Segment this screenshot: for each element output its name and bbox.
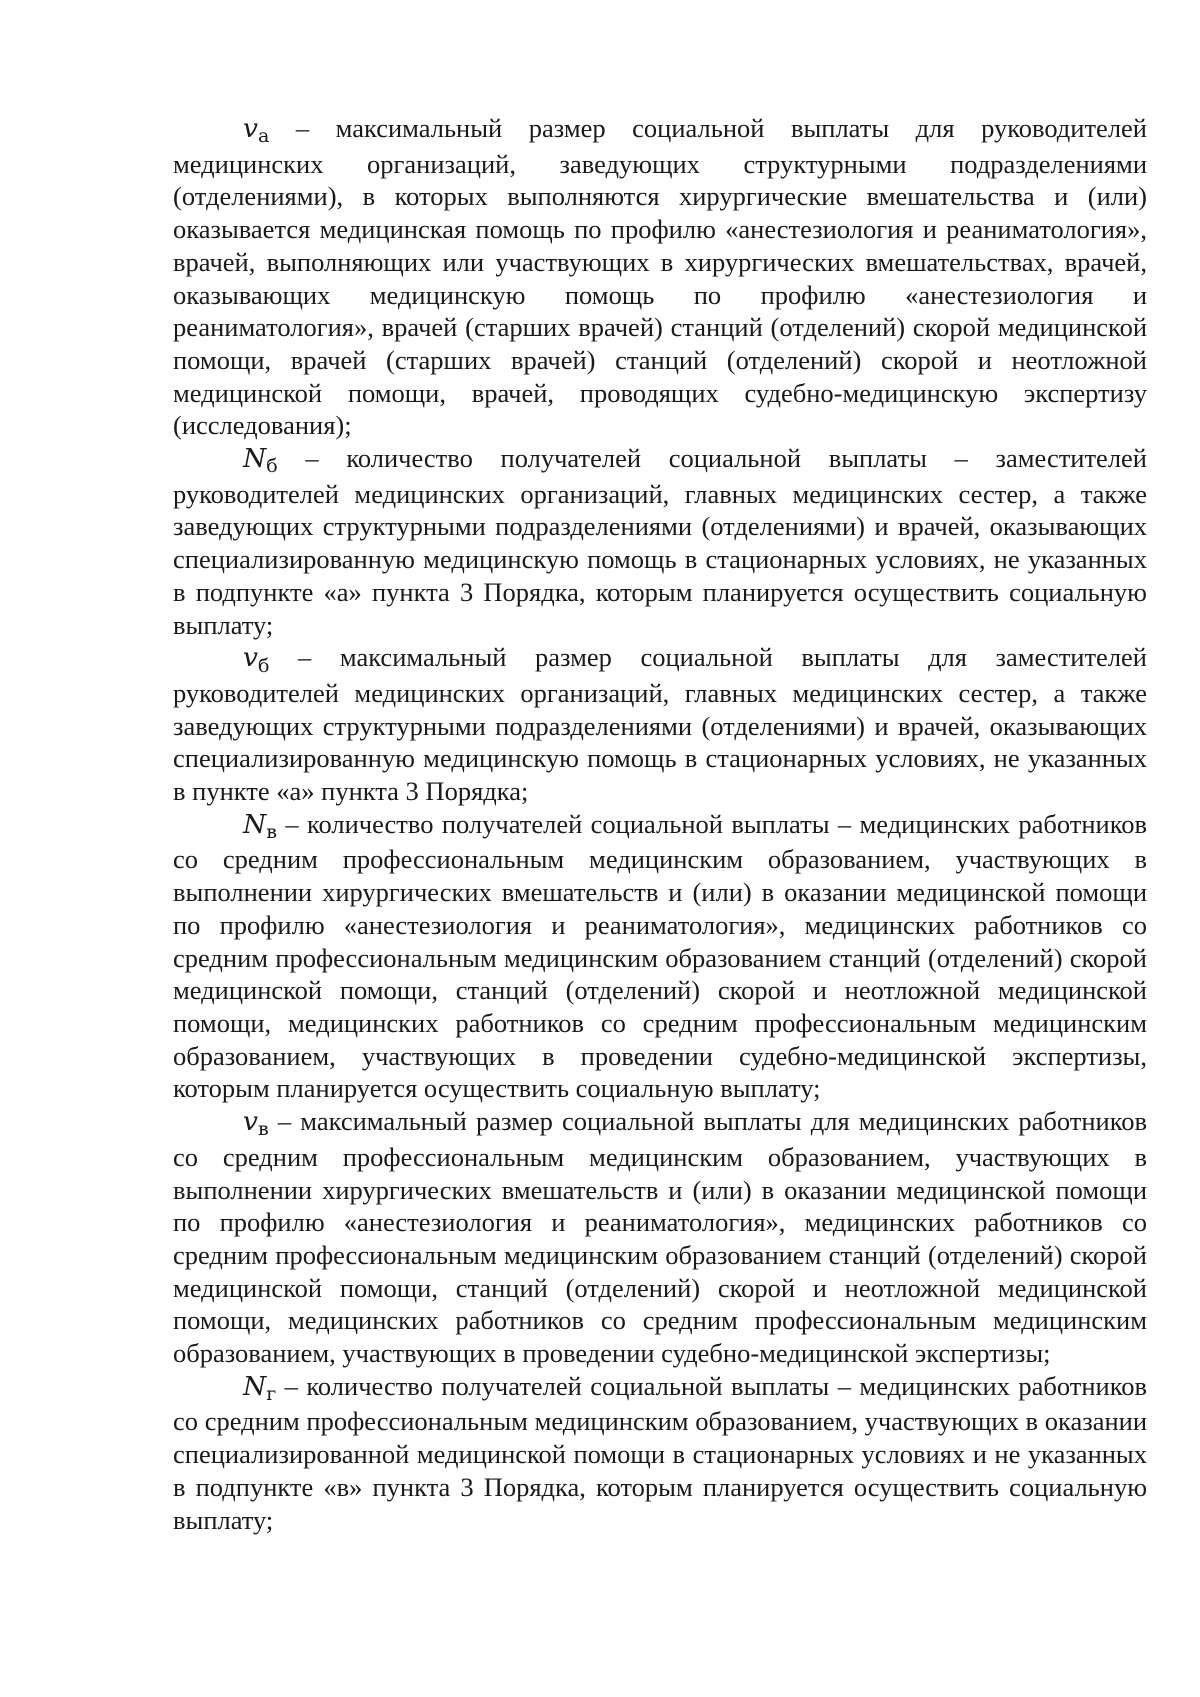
formula-symbol: $N_б$	[243, 443, 278, 478]
definition-text: – максимальный размер социальной выплаты для руководителей медицинских организаций, заведующих структурными подразделениями (отделениями), в которых выполняются хирургические вмешательства и (или) оказывается медицинская помощь по профилю «анестезиология и реаниматология», врачей, выполняющих или участвующих в хирургических вмешательствах, врачей, оказывающих медицинскую помощь по профилю «анестезиология и реаниматология», врачей (старших врачей) станций (отделений) скорой медицинской помощи, врачей (старших врачей) станций (отделений) скорой и неотложной медицинской помощи, врачей, проводящих судебно-медицинскую экспертизу (исследования);	[173, 113, 1147, 441]
document-page	[173, 112, 1147, 1536]
definition-paragraph	[173, 442, 1147, 641]
symbol-subscript: в	[257, 1118, 269, 1141]
definition-paragraph	[173, 1105, 1147, 1370]
definition-paragraph	[173, 808, 1147, 1105]
definition-text: – максимальный размер социальной выплаты для заместителей руководителей медицинских организаций, главных медицинских сестер, а также заведующих структурными подразделениями (отделениями) и врачей, оказывающих специализированную медицинскую помощь в стационарных условиях, не указанных в пункте «а» пункта 3 Порядка;	[173, 642, 1147, 807]
definition-text: – количество получателей социальной выплаты – медицинских работников со средним профессиональным медицинским образованием, участвующих в выполнении хирургических вмешательств и (или) в оказании медицинской помощи по профилю «анестезиология и реаниматология», медицинских работников со средним профессиональным медицинским образованием станций (отделений) скорой медицинской помощи, станций (отделений) скорой и неотложной медицинской помощи, медицинских работников со средним профессиональным медицинским образованием, участвующих в проведении судебно-медицинской экспертизы, которым планируется осуществить социальную выплату;	[173, 808, 1147, 1104]
formula-symbol: $v_б$	[243, 642, 270, 677]
formula-symbol: $v_а$	[243, 113, 270, 148]
definition-paragraph	[173, 112, 1147, 442]
symbol-subscript: б	[266, 455, 278, 478]
symbol-subscript: г	[266, 1383, 277, 1406]
symbol-subscript: в	[266, 821, 277, 844]
definition-paragraph	[173, 641, 1147, 808]
formula-symbol: $v_в$	[243, 1106, 269, 1141]
symbol-subscript: б	[257, 654, 270, 677]
definition-text: – количество получателей социальной выплаты – медицинских работников со средним профессиональным медицинским образованием, участвующих в оказании специализированной медицинской помощи в стационарных условиях и не указанных в подпункте «в» пункта 3 Порядка, которым планируется осуществить социальную выплату;	[173, 1370, 1147, 1535]
symbol-subscript: а	[257, 125, 270, 148]
formula-symbol: $N_г$	[243, 1370, 277, 1406]
definition-text: – максимальный размер социальной выплаты для медицинских работников со средним профессиональным медицинским образованием, участвующих в выполнении хирургических вмешательств и (или) в оказании медицинской помощи по профилю «анестезиология и реаниматология», медицинских работников со средним профессиональным медицинским образованием станций (отделений) скорой медицинской помощи, станций (отделений) скорой и неотложной медицинской помощи, медицинских работников со средним профессиональным медицинским образованием, участвующих в проведении судебно-медицинской экспертизы;	[173, 1106, 1147, 1369]
definition-text: – количество получателей социальной выплаты – заместителей руководителей медицинских организаций, главных медицинских сестер, а также заведующих структурными подразделениями (отделениями) и врачей, оказывающих специализированную медицинскую помощь в стационарных условиях, не указанных в подпункте «а» пункта 3 Порядка, которым планируется осуществить социальную выплату;	[173, 443, 1147, 640]
definition-paragraph	[173, 1370, 1147, 1537]
formula-symbol: $N_в$	[243, 808, 277, 844]
